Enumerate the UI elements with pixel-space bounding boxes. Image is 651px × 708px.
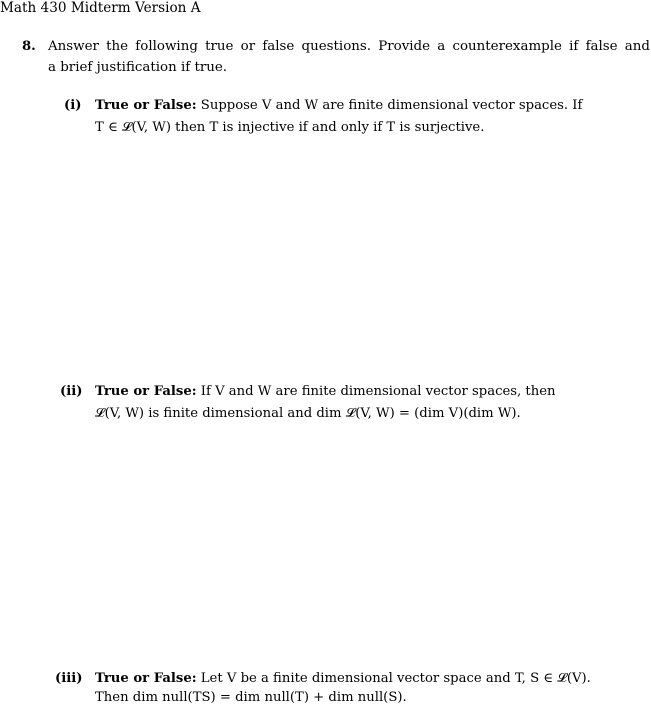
part-iii-label: (iii) <box>55 671 83 686</box>
part-ii-line-1 <box>95 384 651 399</box>
part-iii-tf: True or False: <box>95 671 197 686</box>
part-i-label: (i) <box>64 98 82 113</box>
part-iii-line-2: Then dim null(TS) = dim null(T) + dim null(S). <box>95 690 407 705</box>
part-ii-statement-1: If V and W are finite dimensional vector spaces, then <box>200 384 556 399</box>
part-iii-statement-1: Let V be a finite dimensional vector space and T, S ∈ 𝓛(V). <box>200 671 591 686</box>
page-header: Math 430 Midterm Version A <box>0 0 201 16</box>
part-ii-line-2: 𝓛(V, W) is finite dimensional and dim 𝓛(V, W) = (dim V)(dim W). <box>95 406 521 421</box>
question-line-1: Answer the following true or false questions. Provide a counterexample if false and <box>48 39 650 54</box>
question-line-2: a brief justification if true. <box>48 60 228 75</box>
part-ii-label: (ii) <box>60 384 83 399</box>
part-i-line-2: T ∈ 𝓛(V, W) then T is injective if and only if T is surjective. <box>95 120 485 135</box>
question-number: 8. <box>22 39 36 54</box>
part-i-tf: True or False: <box>95 98 197 113</box>
part-ii-tf: True or False: <box>95 384 197 399</box>
part-i-line-1 <box>95 98 651 113</box>
part-iii-line-1 <box>95 671 651 686</box>
part-i-statement-1: Suppose V and W are finite dimensional vector spaces. If <box>200 98 583 113</box>
